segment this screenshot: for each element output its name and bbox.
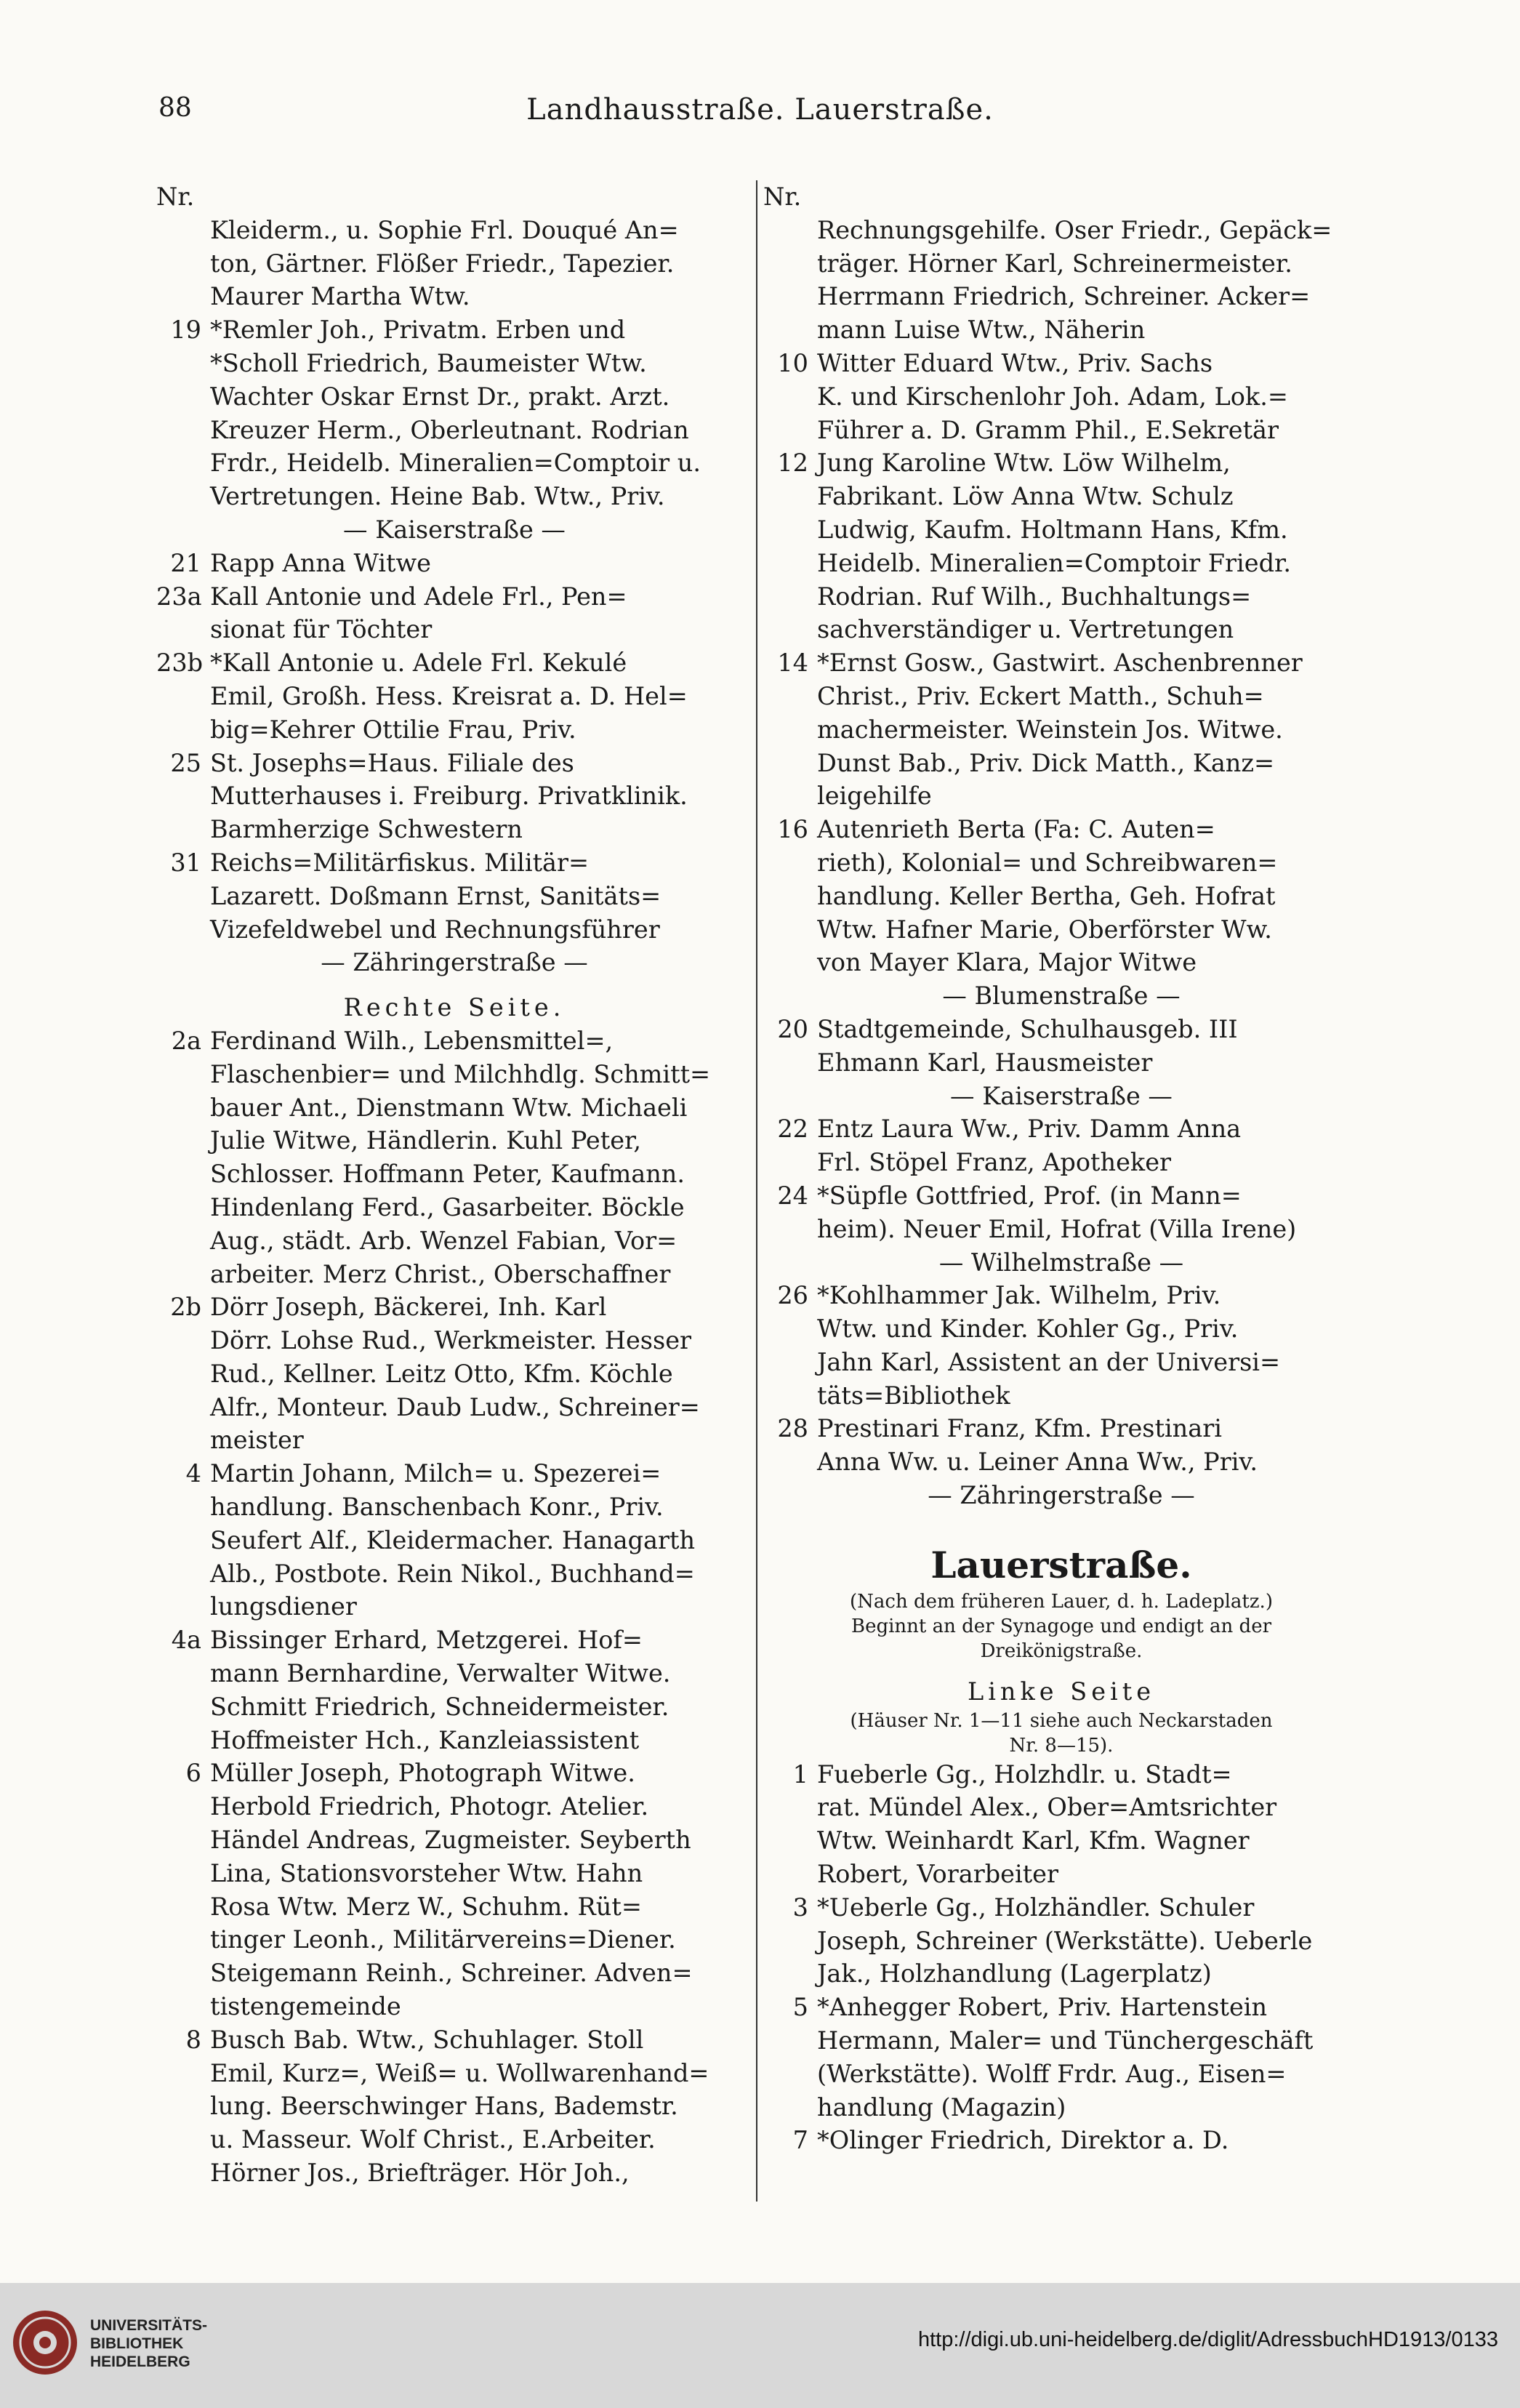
house-number: 28 <box>777 1414 808 1443</box>
entry-continuation: (Werkstätte). Wolff Frdr. Aug., Eisen= <box>817 2059 1287 2088</box>
entry-continuation: Führer a. D. Gramm Phil., E.Sekretär <box>817 415 1279 444</box>
address-entry <box>763 1758 1359 1791</box>
house-number: 16 <box>777 815 808 844</box>
running-head <box>0 93 1520 137</box>
entry-continuation: ton, Gärtner. Flößer Friedr., Tapezier. <box>210 249 675 278</box>
entry-continuation: leigehilfe <box>817 782 932 811</box>
entry-continuation: Wachter Oskar Ernst Dr., prakt. Arzt. <box>210 382 670 411</box>
house-number: 12 <box>777 449 808 478</box>
entry-continuation: handlung. Banschenbach Konr., Priv. <box>210 1493 664 1522</box>
entry-continuation: lungsdiener <box>210 1592 357 1621</box>
house-number: 23b <box>156 649 204 678</box>
address-entry <box>156 1457 752 1490</box>
house-number: 2a <box>171 1026 201 1055</box>
entry-continuation: Wtw. und Kinder. Kohler Gg., Priv. <box>817 1315 1239 1344</box>
page-title: Landhausstraße. Lauerstraße. <box>526 93 994 127</box>
address-entry <box>763 646 1359 680</box>
entry-continuation: u. Masseur. Wolf Christ., E.Arbeiter. <box>210 2125 656 2154</box>
entry-continuation: Ehmann Karl, Hausmeister <box>817 1048 1153 1077</box>
entry-text: Fueberle Gg., Holzhdlr. u. Stadt= <box>817 1759 1232 1789</box>
house-number: 7 <box>792 2126 808 2155</box>
address-entry <box>763 2124 1359 2157</box>
entry-continuation: täts=Bibliothek <box>817 1381 1010 1410</box>
entry-continuation: Heidelb. Mineralien=Comptoir Friedr. <box>817 548 1292 577</box>
entry-continuation: Hermann, Maler= und Tünchergeschäft <box>817 2026 1314 2055</box>
entry-continuation: Emil, Kurz=, Weiß= u. Wollwarenhand= <box>210 2058 709 2087</box>
entry-continuation: big=Kehrer Ottilie Frau, Priv. <box>210 715 576 744</box>
entry-text: Autenrieth Berta (Fa: C. Auten= <box>817 815 1215 844</box>
column-divider <box>756 180 757 2202</box>
entry-continuation: Schmitt Friedrich, Schneidermeister. <box>210 1692 669 1721</box>
entry-text: *Olinger Friedrich, Direktor a. D. <box>817 2126 1229 2155</box>
entry-continuation: von Mayer Klara, Major Witwe <box>817 948 1197 977</box>
entry-continuation: Rud., Kellner. Leitz Otto, Kfm. Köchle <box>210 1359 673 1388</box>
library-name <box>90 2316 207 2371</box>
entry-text: Dörr Joseph, Bäckerei, Inh. Karl <box>210 1293 607 1322</box>
entry-text: Entz Laura Ww., Priv. Damm Anna <box>817 1115 1242 1144</box>
library-logo[interactable] <box>10 2303 330 2391</box>
house-number: 14 <box>777 649 808 678</box>
source-url-link[interactable]: http://digi.ub.uni-heidelberg.de/diglit/AdressbuchHD1913/0133 <box>917 2328 1498 2351</box>
entry-text: Prestinari Franz, Kfm. Prestinari <box>817 1414 1222 1443</box>
address-entry <box>156 1024 752 1058</box>
entry-text: Ferdinand Wilh., Lebensmittel=, <box>210 1026 614 1055</box>
entry-text: Busch Bab. Wtw., Schuhlager. Stoll <box>210 2025 644 2054</box>
entry-continuation: Steigemann Reinh., Schreiner. Adven= <box>210 1959 693 1988</box>
street-note: (Nach dem früheren Lauer, d. h. Ladeplatz.) <box>850 1590 1273 1613</box>
entry-continuation: Seufert Alf., Kleidermacher. Hanagarth <box>210 1525 696 1554</box>
street-note: Nr. 8—15). <box>1009 1734 1114 1757</box>
entry-text: *Anhegger Robert, Priv. Hartenstein <box>817 1993 1268 2022</box>
entry-continuation: Fabrikant. Löw Anna Wtw. Schulz <box>817 482 1234 511</box>
entry-continuation: heim). Neuer Emil, Hofrat (Villa Irene) <box>817 1214 1297 1243</box>
entry-continuation: Julie Witwe, Händlerin. Kuhl Peter, <box>210 1126 642 1155</box>
house-number: 26 <box>777 1281 808 1310</box>
entry-text: *Süpfle Gottfried, Prof. (in Mann= <box>817 1181 1242 1210</box>
house-number: 6 <box>185 1759 201 1788</box>
entry-text: *Remler Joh., Privatm. Erben und <box>210 316 626 345</box>
entry-continuation: Kreuzer Herm., Oberleutnant. Rodrian <box>210 415 689 444</box>
house-number: 23a <box>156 582 202 611</box>
entry-continuation: Herbold Friedrich, Photogr. Atelier. <box>210 1792 649 1821</box>
library-name-line: UNIVERSITÄTS- <box>90 2317 208 2334</box>
address-entry <box>763 1891 1359 1925</box>
entry-continuation: rieth), Kolonial= und Schreibwaren= <box>817 848 1278 877</box>
house-number: 3 <box>792 1893 808 1922</box>
entry-continuation: Barmherzige Schwestern <box>210 815 523 844</box>
cross-street-marker: — Kaiserstraße — <box>950 1081 1173 1110</box>
entry-continuation: Wtw. Hafner Marie, Oberförster Ww. <box>817 915 1272 944</box>
street-note: (Häuser Nr. 1—11 siehe auch Neckarstaden <box>850 1709 1273 1732</box>
entry-continuation: träger. Hörner Karl, Schreinermeister. <box>817 249 1292 278</box>
entry-continuation: Emil, Großh. Hess. Kreisrat a. D. Hel= <box>210 681 688 710</box>
entry-continuation: rat. Mündel Alex., Ober=Amtsrichter <box>817 1793 1277 1822</box>
entry-text: *Kohlhammer Jak. Wilhelm, Priv. <box>817 1281 1221 1310</box>
address-entry <box>156 547 752 580</box>
cross-street-marker: — Blumenstraße — <box>942 982 1181 1011</box>
entry-continuation: Rechnungsgehilfe. Oser Friedr., Gepäck= <box>817 215 1332 244</box>
entry-text: Witter Eduard Wtw., Priv. Sachs <box>817 348 1213 377</box>
entry-continuation: Robert, Vorarbeiter <box>817 1860 1059 1889</box>
entry-text: St. Josephs=Haus. Filiale des <box>210 748 574 777</box>
entry-text: Jung Karoline Wtw. Löw Wilhelm, <box>817 449 1231 478</box>
spacer <box>763 1512 1359 1524</box>
entry-text: Martin Johann, Milch= u. Spezerei= <box>210 1459 662 1488</box>
address-entry <box>156 1291 752 1324</box>
entry-text: Bissinger Erhard, Metzgerei. Hof= <box>210 1626 643 1655</box>
entry-continuation: Vertretungen. Heine Bab. Wtw., Priv. <box>210 482 665 511</box>
entry-continuation: handlung. Keller Bertha, Geh. Hofrat <box>817 881 1276 910</box>
entry-continuation: Flaschenbier= und Milchhdlg. Schmitt= <box>210 1059 711 1088</box>
side-heading: Linke Seite <box>967 1677 1156 1706</box>
entry-text: Stadtgemeinde, Schulhausgeb. III <box>817 1014 1238 1043</box>
house-number: 25 <box>170 748 201 777</box>
address-entry <box>763 1991 1359 2024</box>
entry-continuation: handlung (Magazin) <box>817 2092 1066 2122</box>
address-entry <box>156 1624 752 1657</box>
entry-continuation: Wtw. Weinhardt Karl, Kfm. Wagner <box>817 1826 1250 1855</box>
side-heading: Rechte Seite. <box>343 993 566 1022</box>
house-number: 31 <box>170 848 201 877</box>
house-number: 5 <box>792 1993 808 2022</box>
house-number: 22 <box>777 1115 808 1144</box>
entry-continuation: Alb., Postbote. Rein Nikol., Buchhand= <box>210 1559 695 1588</box>
entry-continuation: Alfr., Monteur. Daub Ludw., Schreiner= <box>210 1392 700 1421</box>
entry-continuation: Jahn Karl, Assistent an der Universi= <box>817 1347 1281 1376</box>
entry-continuation: Rodrian. Ruf Wilh., Buchhaltungs= <box>817 582 1252 611</box>
entry-continuation: Ludwig, Kaufm. Holtmann Hans, Kfm. <box>817 515 1288 544</box>
footer-bar <box>0 2283 1520 2408</box>
entry-continuation: meister <box>210 1426 304 1455</box>
entry-continuation: mann Bernhardine, Verwalter Witwe. <box>210 1659 671 1688</box>
street-note: Beginnt an der Synagoge und endigt an der <box>851 1615 1272 1637</box>
house-number: 20 <box>777 1014 808 1043</box>
entry-continuation: Jak., Holzhandlung (Lagerplatz) <box>817 1959 1212 1988</box>
address-entry <box>156 2023 752 2057</box>
entry-continuation: Hörner Jos., Briefträger. Hör Joh., <box>210 2159 630 2188</box>
entry-continuation: sachverständiger u. Vertretungen <box>817 615 1234 644</box>
entry-text: Kall Antonie und Adele Frl., Pen= <box>210 582 627 611</box>
entry-continuation: Schlosser. Hoffmann Peter, Kaufmann. <box>210 1160 685 1189</box>
entry-continuation: mann Luise Wtw., Näherin <box>817 316 1146 345</box>
spacer <box>156 979 752 991</box>
page-number: 88 <box>158 93 192 123</box>
number-column-heading: Nr. <box>156 182 195 211</box>
entry-continuation: Dunst Bab., Priv. Dick Matth., Kanz= <box>817 748 1275 777</box>
address-entry <box>763 1279 1359 1312</box>
address-entry <box>763 446 1359 480</box>
entry-continuation: sionat für Töchter <box>210 615 433 644</box>
address-entry <box>156 646 752 680</box>
spacer <box>763 1663 1359 1675</box>
number-column-heading: Nr. <box>763 182 802 211</box>
house-number: 24 <box>777 1181 808 1210</box>
address-entry <box>156 846 752 880</box>
entry-continuation: Frdr., Heidelb. Mineralien=Comptoir u. <box>210 449 701 478</box>
address-entry <box>763 813 1359 846</box>
entry-continuation: Herrmann Friedrich, Schreiner. Acker= <box>817 282 1311 311</box>
entry-continuation: Lina, Stationsvorsteher Wtw. Hahn <box>210 1858 643 1887</box>
street-note: Dreikönigstraße. <box>980 1640 1143 1662</box>
entry-text: *Ernst Gosw., Gastwirt. Aschenbrenner <box>817 649 1303 678</box>
address-entry <box>763 1412 1359 1445</box>
left-column <box>156 180 752 2190</box>
cross-street-marker: — Wilhelmstraße — <box>938 1248 1184 1277</box>
library-name-line: BIBLIOTHEK <box>90 2335 184 2352</box>
entry-continuation: Hindenlang Ferd., Gasarbeiter. Böckle <box>210 1192 685 1221</box>
address-entry <box>156 747 752 780</box>
address-entry <box>763 1179 1359 1213</box>
entry-continuation: Lazarett. Doßmann Ernst, Sanitäts= <box>210 881 662 910</box>
entry-continuation: lung. Beerschwinger Hans, Bademstr. <box>210 2092 678 2121</box>
entry-continuation: Kleiderm., u. Sophie Frl. Douqué An= <box>210 215 679 244</box>
entry-continuation: Rosa Wtw. Merz W., Schuhm. Rüt= <box>210 1892 642 1921</box>
entry-continuation: Anna Ww. u. Leiner Anna Ww., Priv. <box>817 1448 1258 1477</box>
entry-text: Müller Joseph, Photograph Witwe. <box>210 1759 635 1788</box>
entry-continuation: Christ., Priv. Eckert Matth., Schuh= <box>817 681 1264 710</box>
address-entry <box>156 580 752 614</box>
street-title: Lauerstraße. <box>930 1543 1192 1586</box>
entry-continuation: Frl. Stöpel Franz, Apotheker <box>817 1148 1172 1177</box>
entry-text: *Kall Antonie u. Adele Frl. Kekulé <box>210 649 627 678</box>
cross-street-marker: — Kaiserstraße — <box>343 515 566 544</box>
entry-continuation: *Scholl Friedrich, Baumeister Wtw. <box>210 348 647 377</box>
house-number: 1 <box>792 1759 808 1789</box>
spacer <box>763 1524 1359 1536</box>
address-entry <box>156 1757 752 1790</box>
address-entry <box>763 347 1359 380</box>
house-number: 19 <box>170 316 201 345</box>
address-entry <box>763 1112 1359 1146</box>
entry-continuation: tinger Leonh., Militärvereins=Diener. <box>210 1925 676 1954</box>
house-number: 8 <box>185 2025 201 2054</box>
house-number: 21 <box>170 548 201 577</box>
address-entry <box>763 1013 1359 1046</box>
library-name-line: HEIDELBERG <box>90 2353 190 2370</box>
house-number: 4a <box>171 1626 201 1655</box>
house-number: 4 <box>185 1459 201 1488</box>
entry-continuation: arbeiter. Merz Christ., Oberschaffner <box>210 1259 671 1288</box>
entry-continuation: bauer Ant., Dienstmann Wtw. Michaeli <box>210 1093 688 1122</box>
house-number: 10 <box>777 348 808 377</box>
entry-continuation: Händel Andreas, Zugmeister. Seyberth <box>210 1826 691 1855</box>
house-number: 2b <box>170 1293 201 1322</box>
entry-continuation: K. und Kirschenlohr Joh. Adam, Lok.= <box>817 382 1288 411</box>
address-entry <box>156 313 752 347</box>
library-seal-icon <box>10 2308 80 2377</box>
cross-street-marker: — Zähringerstraße — <box>928 1481 1195 1510</box>
entry-text: Reichs=Militärfiskus. Militär= <box>210 848 590 877</box>
entry-continuation: Dörr. Lohse Rud., Werkmeister. Hesser <box>210 1326 692 1355</box>
entry-continuation: Aug., städt. Arb. Wenzel Fabian, Vor= <box>210 1226 677 1255</box>
entry-continuation: Maurer Martha Wtw. <box>210 282 470 311</box>
entry-text: Rapp Anna Witwe <box>210 548 431 577</box>
entry-continuation: Vizefeldwebel und Rechnungsführer <box>210 915 660 944</box>
entry-text: *Ueberle Gg., Holzhändler. Schuler <box>817 1893 1255 1922</box>
cross-street-marker: — Zähringerstraße — <box>321 948 588 977</box>
entry-continuation: Joseph, Schreiner (Werkstätte). Ueberle <box>817 1926 1313 1955</box>
entry-continuation: Hoffmeister Hch., Kanzleiassistent <box>210 1725 640 1754</box>
entry-continuation: Mutterhauses i. Freiburg. Privatklinik. <box>210 782 688 811</box>
entry-continuation: machermeister. Weinstein Jos. Witwe. <box>817 715 1283 744</box>
right-column <box>763 180 1359 2157</box>
entry-continuation: tistengemeinde <box>210 1992 401 2021</box>
